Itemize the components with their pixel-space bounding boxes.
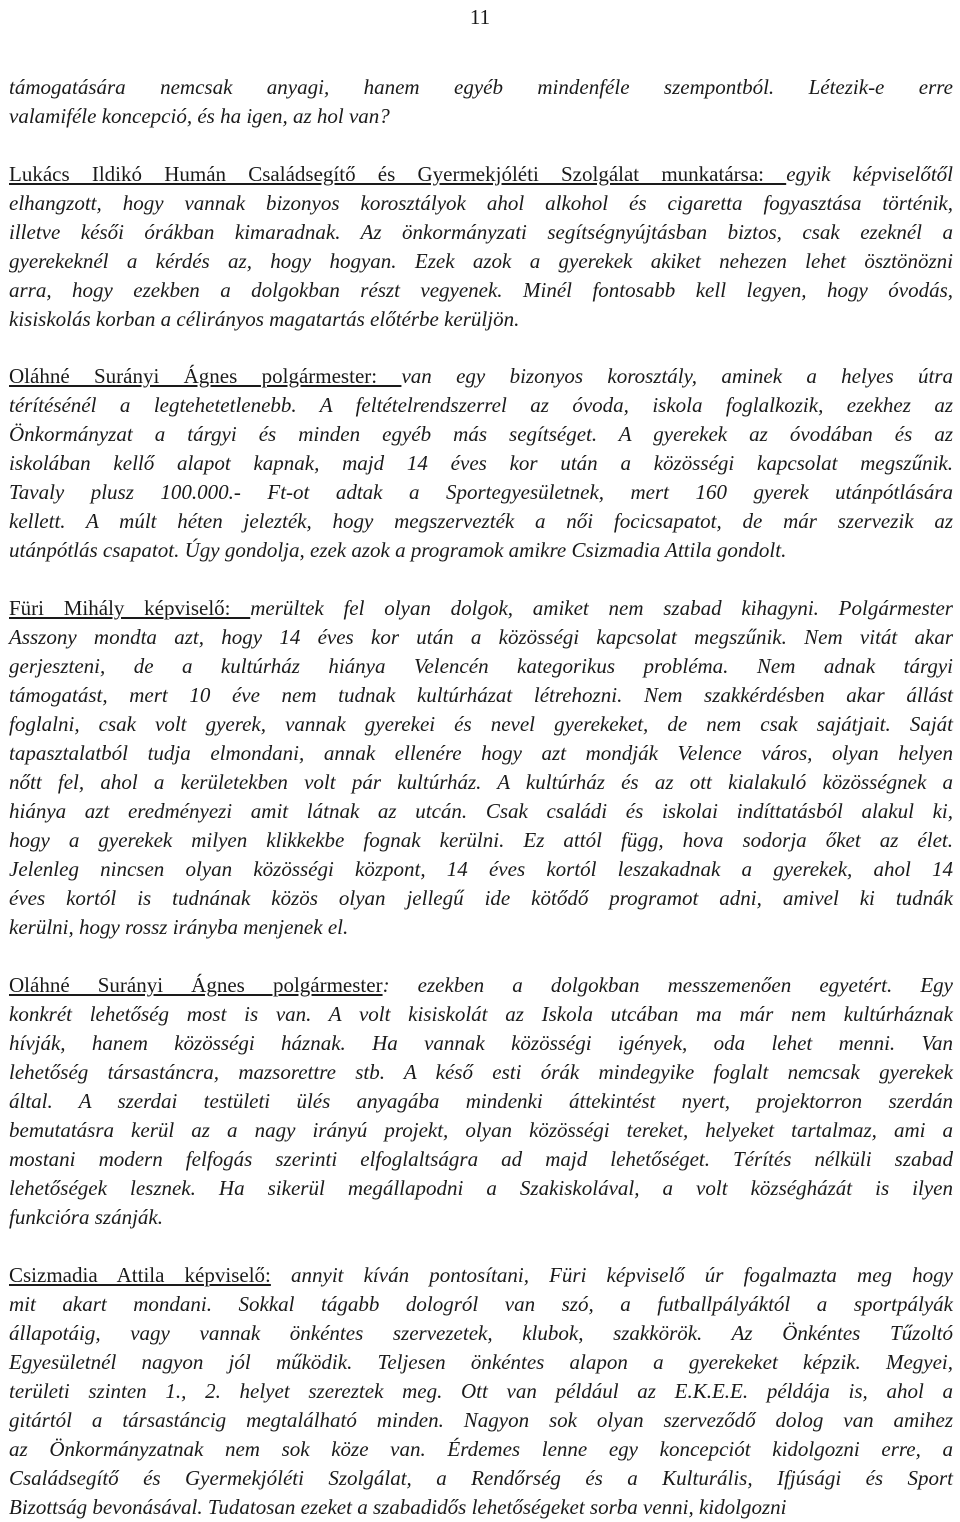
text-line xyxy=(9,189,953,218)
text-line xyxy=(9,1493,953,1522)
paragraph-csizmadia-attila xyxy=(9,1261,953,1522)
text-line xyxy=(9,1029,953,1058)
text-line xyxy=(9,884,953,913)
text-line xyxy=(9,276,953,305)
text-line xyxy=(9,449,953,478)
text-line xyxy=(9,218,953,247)
text-line xyxy=(9,826,953,855)
paragraph-lukacs-ildiko xyxy=(9,160,953,334)
text-line xyxy=(9,391,953,420)
text-run: nőtt fel, ahol a kerületekben volt pár kultúrház. A kultúrház és az ott kialakuló közösségnek a xyxy=(9,770,953,794)
text-run: foglalni, csak volt gyerek, vannak gyerekei és nevel gyerekeket, de nem csak sajátjait. Saját xyxy=(9,712,953,736)
text-line xyxy=(9,420,953,449)
text-run: állapotáig, vagy vannak önkéntes szervezetek, klubok, szakkörök. Az Önkéntes Tűzoltó xyxy=(9,1321,953,1345)
text-line xyxy=(9,247,953,276)
text-run: hiánya azt eredményezi amit látnak az utcán. Csak családi és iskolai indíttatásból alakul ki, xyxy=(9,799,953,823)
text-line xyxy=(9,1290,953,1319)
text-run: merültek fel olyan dolgok, amiket nem szabad kihagyni. Polgármester xyxy=(250,596,953,620)
text-line xyxy=(9,797,953,826)
speaker-name: Oláhné Surányi Ágnes polgármester xyxy=(9,973,383,997)
text-run: : ezekben a dolgokban messzemenően egyetért. Egy xyxy=(382,973,953,997)
text-line xyxy=(9,623,953,652)
text-line xyxy=(9,362,953,391)
text-line xyxy=(9,536,953,565)
text-run: van egy bizonyos korosztály, aminek a helyes útra xyxy=(401,364,953,388)
text-line xyxy=(9,768,953,797)
text-line xyxy=(9,594,953,623)
text-line xyxy=(9,478,953,507)
text-line xyxy=(9,971,953,1000)
text-line xyxy=(9,102,953,131)
text-run: gyerekeknél a kérdés az, hogy hogyan. Ezek azok a gyerekek akiket nehezen lehet ösztönözni xyxy=(9,249,953,273)
text-run: valamiféle koncepció, és ha igen, az hol van? xyxy=(9,104,390,128)
text-run: mostani modern felfogás szerinti elfoglaltságra ad majd lehetőséget. Térítés nélküli szabad xyxy=(9,1147,953,1171)
text-run: Jelenleg nincsen olyan közösségi központ, 14 éves kortól leszakadnak a gyerekek, ahol 14 xyxy=(9,857,953,881)
text-line xyxy=(9,710,953,739)
text-run: támogatására nemcsak anyagi, hanem egyéb mindenféle szempontból. Létezik-e erre xyxy=(9,75,953,99)
paragraph-furi-mihaly xyxy=(9,594,953,942)
text-run: egyik képviselőtől xyxy=(786,162,953,186)
text-run: gitártól a társastáncig megtalálható minden. Nagyon sok olyan szerveződő dolog van amihez xyxy=(9,1408,953,1432)
text-line xyxy=(9,1087,953,1116)
text-run: Családsegítő és Gyermekjóléti Szolgálat, a Rendőrség és a Kulturális, Ifjúsági és Sport xyxy=(9,1466,953,1490)
speaker-name: Lukács Ildikó Humán Családsegítő és Gyermekjóléti Szolgálat munkatársa: xyxy=(9,162,787,186)
text-line xyxy=(9,855,953,884)
text-line xyxy=(9,1203,953,1232)
page-number: 11 xyxy=(469,5,491,29)
text-line xyxy=(9,1406,953,1435)
text-run: funkcióra szánják. xyxy=(9,1205,163,1229)
text-line xyxy=(9,1435,953,1464)
paragraph-olahne-suranyi-1 xyxy=(9,362,953,565)
text-line xyxy=(9,1145,953,1174)
text-run: Önkormányzat a tárgyi és minden egyéb más segítséget. A gyerekek az óvodában és az xyxy=(9,422,953,446)
text-run: hogy a gyerekek milyen klikkekbe fognak kerülni. Ez attól függ, hova sodorja őket az élet. xyxy=(9,828,953,852)
text-run: kisiskolás korban a célirányos magatartás előtérbe kerüljön. xyxy=(9,307,520,331)
text-run: hívják, hanem közösségi háznak. Ha vannak közösségi igények, oda lehet menni. Van xyxy=(9,1031,953,1055)
text-line xyxy=(9,1348,953,1377)
text-line xyxy=(9,160,953,189)
text-run: Egyesületnél nagyon jól működik. Teljesen önkéntes alapon a gyerekeket képzik. Megyei, xyxy=(9,1350,953,1374)
text-run: az Önkormányzatnak nem sok köze van. Érdemes lenne egy koncepciót kidolgozni erre, a xyxy=(9,1437,953,1461)
text-run: konkrét lehetőség most is van. A volt kisiskolát az Iskola utcában ma már nem kultúrháznak xyxy=(9,1002,953,1026)
text-line xyxy=(9,652,953,681)
text-run: elhangzott, hogy vannak bizonyos korosztályok ahol alkohol és cigaretta fogyasztása történik, xyxy=(9,191,953,215)
text-run: mit akart mondani. Sokkal tágabb dologról van szó, a futballpályáktól a sportpályák xyxy=(9,1292,953,1316)
text-run: utánpótlás csapatot. Úgy gondolja, ezek azok a programok amikre Csizmadia Attila gondolt. xyxy=(9,538,787,562)
text-run: támogatást, mert 10 éve nem tudnak kultúrházat létrehozni. Nem szakkérdésben akar állást xyxy=(9,683,953,707)
text-line xyxy=(9,1377,953,1406)
text-run: gerjeszteni, de a kultúrház hiánya Velencén kategorikus probléma. Nem adnak tárgyi xyxy=(9,654,953,678)
text-line xyxy=(9,305,953,334)
text-run: kellett. A múlt héten jelezték, hogy megszervezték a női focicsapatot, de már szervezik az xyxy=(9,509,953,533)
text-line xyxy=(9,739,953,768)
text-run: térítésénél a legtehetetlenebb. A feltételrendszerrel az óvoda, iskola foglalkozik, ezekhez az xyxy=(9,393,953,417)
text-line xyxy=(9,1174,953,1203)
text-line xyxy=(9,913,953,942)
text-run: által. A szerdai testületi ülés anyagába mindenki áttekintést nyert, projektorron szerdán xyxy=(9,1089,953,1113)
text-run: területi szinten 1., 2. helyet szereztek meg. Ott van például az E.K.E.E. példája is, ahol a xyxy=(9,1379,953,1403)
speaker-name: Csizmadia Attila képviselő: xyxy=(9,1263,271,1287)
speaker-name: Füri Mihály képviselő: xyxy=(9,596,251,620)
text-run: éves kortól is tudnának közös olyan jellegű ide kötődő programot adni, amivel ki tudnák xyxy=(9,886,953,910)
text-run: kerülni, hogy rossz irányba menjenek el. xyxy=(9,915,349,939)
text-run: tapasztalatból tudja elmondani, annak ellenére hogy azt mondják Velence város, olyan helyen xyxy=(9,741,953,765)
speaker-name: Oláhné Surányi Ágnes polgármester: xyxy=(9,364,402,388)
text-run: illetve késői órákban kimaradnak. Az önkormányzati segítségnyújtásban biztos, csak ezeknél a xyxy=(9,220,953,244)
paragraph-question-continuation xyxy=(9,73,953,131)
text-run: annyit kíván pontosítani, Füri képviselő úr fogalmazta meg hogy xyxy=(270,1263,953,1287)
text-line xyxy=(9,681,953,710)
text-line xyxy=(9,73,953,102)
text-run: Asszony mondta azt, hogy 14 éves kor után a közösségi kapcsolat megszűnik. Nem vitát akar xyxy=(9,625,953,649)
text-line xyxy=(9,1058,953,1087)
text-run: iskolában kellő alapot kapnak, majd 14 éves kor után a közösségi kapcsolat megszűnik. xyxy=(9,451,953,475)
text-line xyxy=(9,1261,953,1290)
text-line xyxy=(9,1116,953,1145)
text-run: Tavaly plusz 100.000.- Ft-ot adtak a Sportegyesületnek, mert 160 gyerek utánpótlására xyxy=(9,480,953,504)
text-line xyxy=(9,507,953,536)
text-run: lehetőségek lesznek. Ha sikerül megállapodni a Szakiskolával, a volt községházát is ilyen xyxy=(9,1176,953,1200)
text-line xyxy=(9,1000,953,1029)
text-run: lehetőség társastáncra, mazsorettre stb. A késő esti órák mindegyike foglalt nemcsak gyerekek xyxy=(9,1060,953,1084)
text-run: bemutatásra kerül az a nagy irányú projekt, olyan közösségi tereket, helyeket tartalmaz, ami a xyxy=(9,1118,953,1142)
text-run: Bizottság bevonásával. Tudatosan ezeket a szabadidős lehetőségeket sorba venni, kidolgozni xyxy=(9,1495,787,1519)
text-line xyxy=(9,1319,953,1348)
text-run: arra, hogy ezekben a dolgokban részt vegyenek. Minél fontosabb kell legyen, hogy óvodás, xyxy=(9,278,953,302)
text-line xyxy=(9,1464,953,1493)
paragraph-olahne-suranyi-2 xyxy=(9,971,953,1232)
